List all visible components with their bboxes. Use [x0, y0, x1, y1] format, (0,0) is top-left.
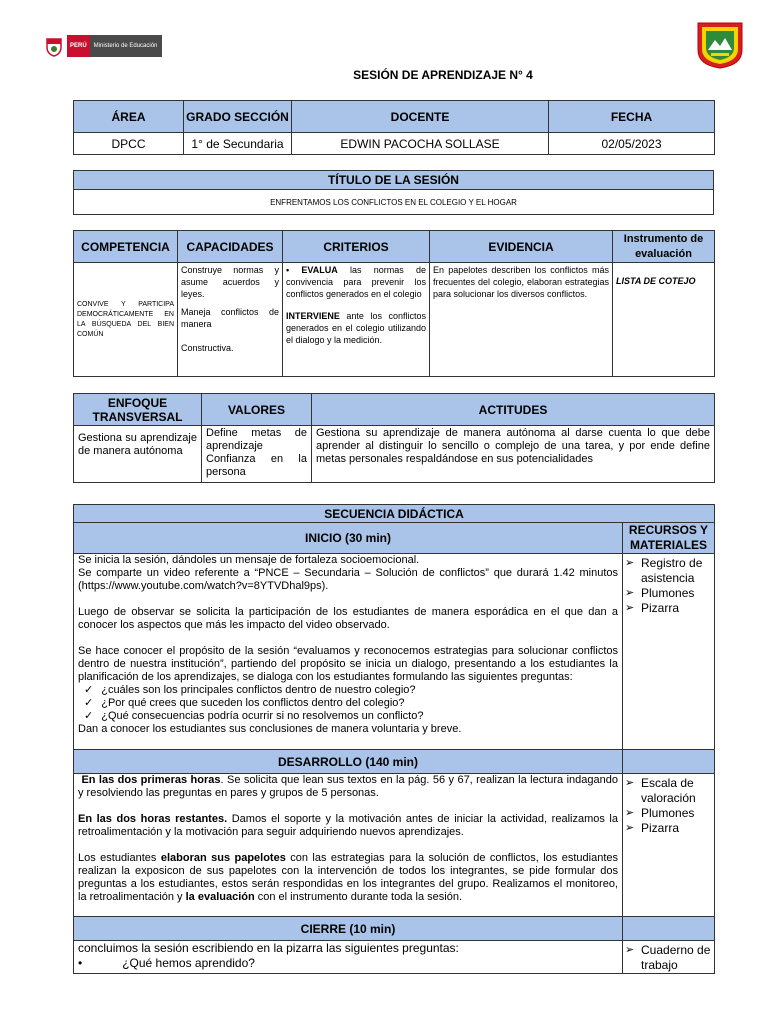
capacidades-cell — [178, 263, 283, 377]
desarrollo-header: DESARROLLO (140 min) — [74, 750, 623, 774]
competencia-text: CONVIVE Y PARTICIPA DEMOCRÁTICAMENTE EN LA BÚSQUEDA DEL BIEN COMÚN — [74, 263, 178, 377]
competencia-table — [73, 230, 715, 377]
valor-2: Confianza en la persona — [206, 453, 307, 478]
capacidad-2: Maneja conflictos de manera — [181, 307, 279, 329]
titulo-header: TÍTULO DE LA SESIÓN — [74, 171, 714, 190]
capacidad-1: Construye normas y asume acuerdos y leyes. — [181, 265, 279, 299]
inicio-p1: Se inicia la sesión, dándoles un mensaje de fortaleza socioemocional. — [78, 554, 420, 566]
valores-cell — [202, 426, 312, 483]
fecha-value: 02/05/2023 — [549, 133, 715, 155]
desarrollo-p3: Los estudiantes elaboran sus papelotes con las estrategias para la solución de conflictos, los estudiantes realizan la exposicon de sus papelotes con la intervención de todos los integrantes, se pide formular dos preguntas a los estudiantes, estos serán respondidas en los integrantes del grupo. Realizamos el monitoreo, la retroalimentación y la evaluación con el instrumento durante toda la sesión. — [78, 852, 618, 903]
session-title-table — [73, 170, 714, 215]
inicio-p3: Luego de observar se solicita la participación de los estudiantes de manera esporádica en el que dan a conocer los aspectos que más les impacto del video observado. — [78, 606, 618, 631]
competencia-header: COMPETENCIA — [74, 231, 178, 263]
actitudes-text: Gestiona su aprendizaje de manera autónoma al darse cuenta lo que debe aprender al distinguir lo sencillo o complejo de una tarea, y por ende define metas personales respaldándose en sus potencialidades — [312, 426, 715, 483]
capacidad-3: Constructiva. — [181, 343, 234, 353]
question-1: ✓ ¿cuáles son los principales conflictos dentro de nuestro colegio? — [84, 684, 618, 697]
ministry-label: Ministerio de Educación — [90, 35, 162, 57]
session-info-table — [73, 100, 715, 155]
secuencia-table — [73, 504, 715, 974]
page-title: SESIÓN DE APRENDIZAJE N° 4 — [353, 68, 533, 82]
enfoque-text: Gestiona su aprendizaje de manera autónoma — [74, 426, 202, 483]
resource-plumones-2: ➢ Plumones — [625, 806, 712, 821]
peru-label: PERÚ — [67, 35, 90, 57]
inicio-header: INICIO (30 min) — [74, 523, 623, 554]
capacidades-header: CAPACIDADES — [178, 231, 283, 263]
recursos-header: RECURSOS Y MATERIALES — [623, 523, 715, 554]
grado-header: GRADO SECCIÓN — [184, 101, 292, 133]
cierre-content — [74, 941, 623, 974]
area-value: DPCC — [74, 133, 184, 155]
school-emblem-icon — [695, 20, 745, 70]
criterio-2: INTERVIENE ante los conflictos generados en el colegio utilizando el dialogo y la medición. — [286, 311, 426, 345]
actitudes-header: ACTITUDES — [312, 394, 715, 426]
enfoque-header: ENFOQUE TRANSVERSAL — [74, 394, 202, 426]
evidencia-text: En papelotes describen los conflictos más frecuentes del colegio, elaboran estrategias para solucionar los diversos conflictos. — [430, 263, 613, 377]
docente-header: DOCENTE — [292, 101, 549, 133]
desarrollo-p1: En las dos primeras horas. Se solicita que lean sus textos en la pág. 56 y 67, realizan la lectura indagando y resolviendo las preguntas en pares y grupos de 5 personas. — [78, 774, 618, 799]
minedu-logo — [44, 34, 164, 58]
criterios-header: CRITERIOS — [283, 231, 430, 263]
question-2: ✓ ¿Por qué crees que suceden los conflictos dentro del colegio? — [84, 697, 618, 710]
cierre-p1: concluimos la sesión escribiendo en la pizarra las siguientes preguntas: — [78, 941, 459, 955]
question-3: ✓ ¿Qué consecuencias podría ocurrir si no resolvemos un conflicto? — [84, 710, 618, 723]
desarrollo-p2: En las dos horas restantes. Damos el soporte y la motivación antes de iniciar la actividad, realizamos la retroalimentación y la motivación para seguir adquiriendo nuevos aprendizajes. — [78, 813, 618, 838]
instrumento-header: Instrumento de evaluación — [613, 231, 715, 263]
secuencia-header: SECUENCIA DIDÁCTICA — [74, 505, 715, 523]
inicio-p2: Se comparte un video referente a “PNCE – Secundaria – Solución de conflictos” que durará 1.42 minutos (https://www.youtube.com/watch?v=8YTVDhal9ps). — [78, 567, 618, 592]
resource-cuaderno: ➢ Cuaderno de trabajo — [625, 943, 712, 973]
coat-of-arms-icon — [44, 35, 64, 57]
area-header: ÁREA — [74, 101, 184, 133]
fecha-header: FECHA — [549, 101, 715, 133]
resource-escala: ➢ Escala de valoración — [625, 776, 712, 806]
resource-plumones: ➢ Plumones — [625, 586, 712, 601]
cierre-resources — [623, 941, 715, 974]
inicio-resources — [623, 554, 715, 750]
inicio-p4: Se hace conocer el propósito de la sesión “evaluamos y reconocemos estrategias para solucionar conflictos dentro de nuestra institución”, partiendo del propósito se inicia un dialogo, presentando a los estudiantes la planificación de los aprendizajes, se dialoga con los estudiantes formulando las siguientes preguntas: — [78, 645, 618, 683]
criterio-1: • EVALUA las normas de convivencia para prevenir los conflictos generados en el colegio — [286, 265, 426, 299]
inicio-p5: Dan a conocer los estudiantes sus conclusiones de manera voluntaria y breve. — [78, 723, 462, 735]
evidencia-header: EVIDENCIA — [430, 231, 613, 263]
cierre-header: CIERRE (10 min) — [74, 917, 623, 941]
inicio-content — [74, 554, 623, 750]
desarrollo-resources — [623, 774, 715, 917]
resource-pizarra: ➢ Pizarra — [625, 601, 712, 616]
enfoque-table — [73, 393, 715, 483]
valores-header: VALORES — [202, 394, 312, 426]
criterios-cell — [283, 263, 430, 377]
resource-pizarra-2: ➢ Pizarra — [625, 821, 712, 836]
titulo-value: ENFRENTAMOS LOS CONFLICTOS EN EL COLEGIO Y EL HOGAR — [74, 190, 714, 215]
cierre-q1: • ¿Qué hemos aprendido? — [78, 956, 255, 970]
docente-value: EDWIN PACOCHA SOLLASE — [292, 133, 549, 155]
grado-value: 1° de Secundaria — [184, 133, 292, 155]
valor-1: Define metas de aprendizaje — [206, 427, 307, 452]
resource-registro: ➢ Registro de asistencia — [625, 556, 712, 586]
instrumento-text: LISTA DE COTEJO — [613, 263, 715, 377]
desarrollo-content — [74, 774, 623, 917]
